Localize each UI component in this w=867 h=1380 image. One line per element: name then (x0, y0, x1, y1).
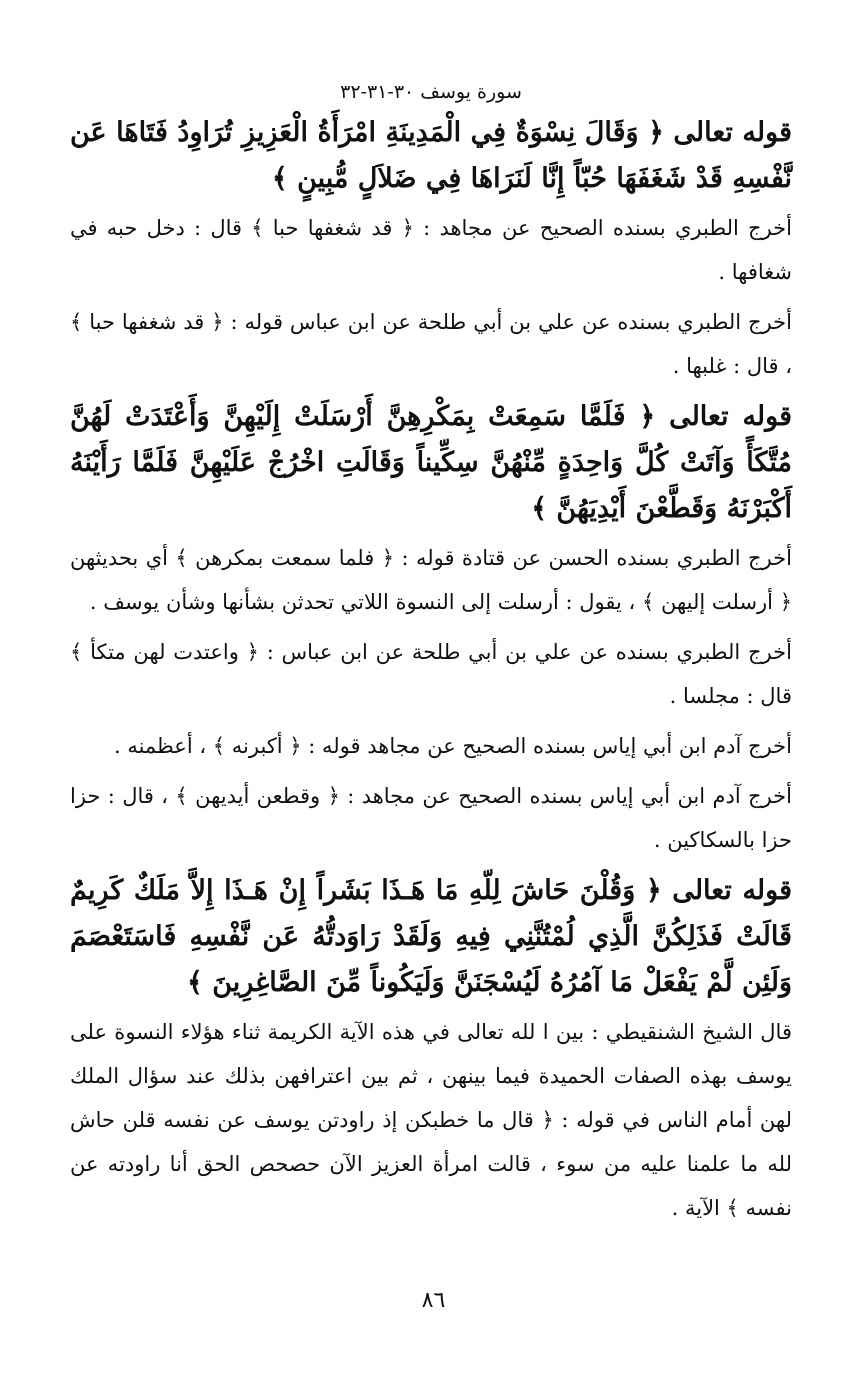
commentary-paragraph: أخرج الطبري بسنده الصحيح عن مجاهد : ﴿ قد شغفها حبا ﴾ قال : دخل حبه في شغافها . (70, 216, 792, 284)
commentary-paragraph: أخرج آدم ابن أبي إياس بسنده الصحيح عن مجاهد : ﴿ وقطعن أيديهن ﴾ ، قال : حزا حزا بالسكاكين . (70, 784, 792, 852)
commentary-paragraph: أخرج آدم ابن أبي إياس بسنده الصحيح عن مجاهد قوله : ﴿ أكبرنه ﴾ ، أعظمنه . (113, 734, 792, 758)
commentary-paragraph: أخرج الطبري بسنده عن علي بن أبي طلحة عن ابن عباس : ﴿ واعتدت لهن متكأ ﴾ قال : مجلسا . (70, 640, 792, 708)
commentary-paragraph: أخرج الطبري بسنده الحسن عن قتادة قوله : ﴿ فلما سمعت بمكرهن ﴾ أي بحديثهن ﴿ أرسلت إليهن ﴾ ، يقول : أرسلت إلى النسوة اللاتي تحدثن بشأنها وشأن يوسف . (70, 546, 792, 614)
page-body (70, 80, 792, 1236)
page-number: ٨٦ (421, 1288, 446, 1313)
quran-verse-31: قوله تعالى ﴿ فَلَمَّا سَمِعَتْ بِمَكْرِهِنَّ أَرْسَلَتْ إِلَيْهِنَّ وَأَعْتَدَتْ لَهُنَّ مُتَّكَأً وَآتَتْ كُلَّ وَاحِدَةٍ مِّنْهُنَّ سِكِّيناً وَقَالَتِ اخْرُجْ عَلَيْهِنَّ فَلَمَّا رَأَيْنَهُ أَكْبَرْنَهُ وَقَطَّعْنَ أَيْدِيَهُنَّ ﴾ (70, 401, 793, 524)
running-header: سورة يوسف ٣٠-٣١-٣٢ (340, 81, 522, 103)
commentary-paragraph: أخرج الطبري بسنده عن علي بن أبي طلحة عن ابن عباس قوله : ﴿ قد شغفها حبا ﴾ ، قال : غلبها . (70, 310, 792, 378)
quran-verse-30: قوله تعالى ﴿ وَقَالَ نِسْوَةٌ فِي الْمَدِينَةِ امْرَأَةُ الْعَزِيزِ تُرَاوِدُ فَتَاهَا عَن نَّفْسِهِ قَدْ شَغَفَهَا حُبّاً إِنَّا لَنَرَاهَا فِي ضَلاَلٍ مُّبِينٍ ﴾ (70, 117, 792, 194)
commentary-paragraph: قال الشيخ الشنقيطي : بين ا لله تعالى في هذه الآية الكريمة ثناء هؤلاء النسوة على يوسف بهذه الصفات الحميدة فيما بينهن ، ثم بين اعترافهن بذلك عند سؤال الملك لهن أمام الناس في قوله : ﴿ قال ما خطبكن إذ راودتن يوسف عن نفسه قلن حاش لله ما علمنا عليه من سوء ، قالت امرأة العزيز الآن حصحص الحق أنا راودته عن نفسه ﴾ الآية . (70, 1020, 792, 1220)
quran-verse-32: قوله تعالى ﴿ وَقُلْنَ حَاشَ لِلّهِ مَا هَـذَا بَشَراً إِنْ هَـذَا إِلاَّ مَلَكٌ كَرِيمٌ قَالَتْ فَذَلِكُنَّ الَّذِي لُمْتُنَّنِي فِيهِ وَلَقَدْ رَاوَدتُّهُ عَن نَّفْسِهِ فَاسَتَعْصَمَ وَلَئِن لَّمْ يَفْعَلْ مَا آمُرُهُ لَيُسْجَنَنَّ وَلَيَكُوناً مِّنَ الصَّاغِرِينَ ﴾ (70, 875, 792, 998)
